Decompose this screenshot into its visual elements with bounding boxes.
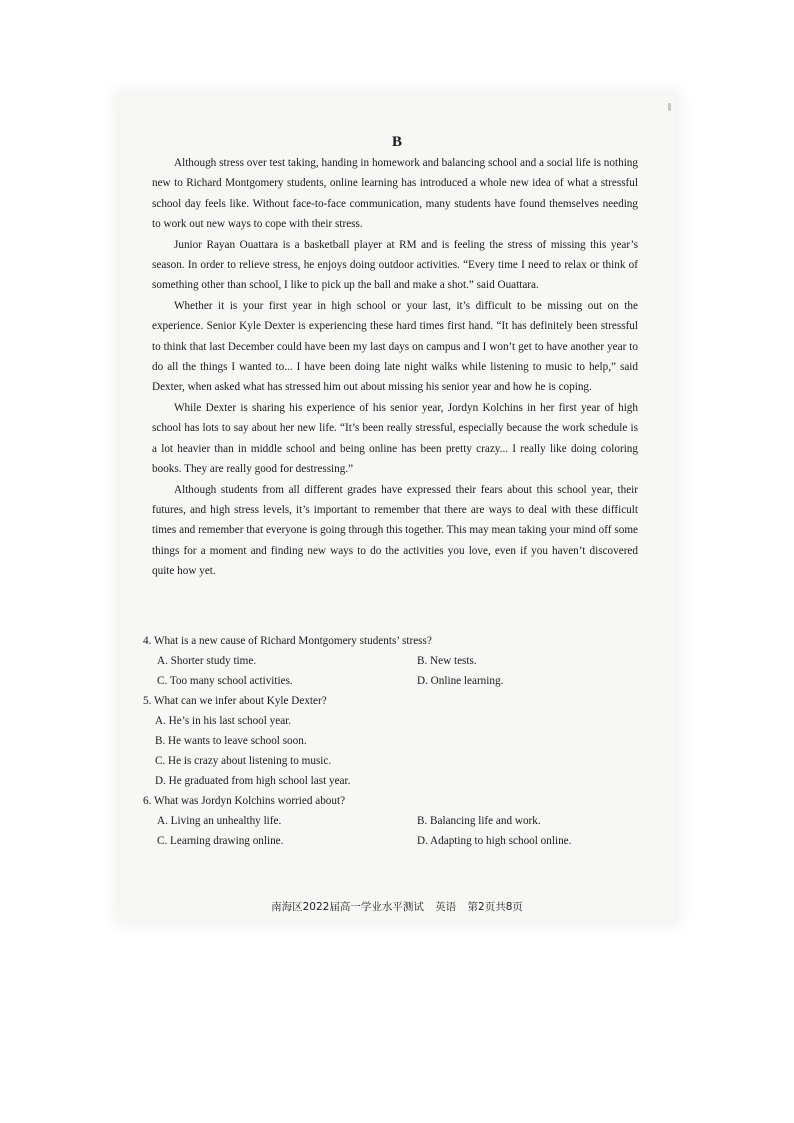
option-d[interactable]: D. He graduated from high school last year. [155, 775, 351, 787]
option-a[interactable]: A. Living an unhealthy life. [157, 815, 282, 827]
question-stem: 5. What can we infer about Kyle Dexter? [143, 695, 327, 707]
question-4 [143, 631, 603, 691]
question-options [143, 651, 603, 691]
footer-subject: 英语 [435, 901, 457, 913]
scan-speck [668, 103, 671, 111]
option-c[interactable]: C. He is crazy about listening to music. [155, 755, 332, 767]
passage-paragraph: Junior Rayan Ouattara is a basketball player at RM and is feeling the stress of missing this year’s season. In order to relieve stress, he enjoys doing outdoor activities. “Every time I need to relax or think of something other than school, I like to pick up the ball and make a shot.” said Ouattara. [152, 238, 638, 292]
option-b[interactable]: B. Balancing life and work. [417, 815, 541, 827]
passage-paragraph: While Dexter is sharing his experience of his senior year, Jordyn Kolchins in her first year of high school has lots to say about her new life. “It’s been really stressful, especially because the work schedule is a lot heavier than in middle school and being online has been pretty crazy... I really like doing coloring books. They are really good for destressing.” [152, 401, 638, 476]
passage-paragraph: Although students from all different grades have expressed their fears about this school year, their futures, and high stress levels, it’s important to remember that there are ways to deal with these difficult times and remember that everyone is going through this together. This may mean taking your mind off some things for a moment and finding new ways to do the activities you love, even if you haven’t discovered quite how yet. [152, 483, 638, 578]
question-stem: 4. What is a new cause of Richard Montgomery students’ stress? [143, 635, 432, 647]
footer-exam-title: 南海区2022届高一学业水平测试 [271, 901, 424, 913]
option-c[interactable]: C. Too many school activities. [157, 675, 293, 687]
question-options [143, 711, 603, 791]
option-d[interactable]: D. Adapting to high school online. [417, 835, 572, 847]
reading-passage [152, 153, 638, 582]
footer-page-number: 第2页共8页 [467, 901, 523, 913]
question-stem: 6. What was Jordyn Kolchins worried about? [143, 795, 346, 807]
option-c[interactable]: C. Learning drawing online. [157, 835, 284, 847]
option-a[interactable]: A. He’s in his last school year. [155, 715, 292, 727]
option-b[interactable]: B. He wants to leave school soon. [155, 735, 307, 747]
option-a[interactable]: A. Shorter study time. [157, 655, 257, 667]
section-title: B [391, 134, 402, 150]
page-footer [0, 899, 794, 914]
question-5 [143, 691, 603, 791]
passage-paragraph: Although stress over test taking, handing in homework and balancing school and a social life is nothing new to Richard Montgomery students, online learning has introduced a whole new idea of what a stressful school day feels like. Without face-to-face communication, many students have found themselves needing to work out new ways to cope with their stress. [152, 157, 638, 231]
question-list [143, 631, 603, 851]
question-6 [143, 791, 603, 851]
option-d[interactable]: D. Online learning. [417, 675, 504, 687]
question-options [143, 811, 603, 851]
passage-paragraph: Whether it is your first year in high school or your last, it’s difficult to be missing out on the experience. Senior Kyle Dexter is experiencing these hard times first hand. “It has definitely been stressful to think that last December could have been my last days on campus and I won’t get to have another year to do all the things I wanted to... I have been doing late night walks while listening to music to help,” said Dexter, when asked what has stressed him out about missing his senior year and how he is coping. [152, 299, 638, 394]
option-b[interactable]: B. New tests. [417, 655, 477, 667]
